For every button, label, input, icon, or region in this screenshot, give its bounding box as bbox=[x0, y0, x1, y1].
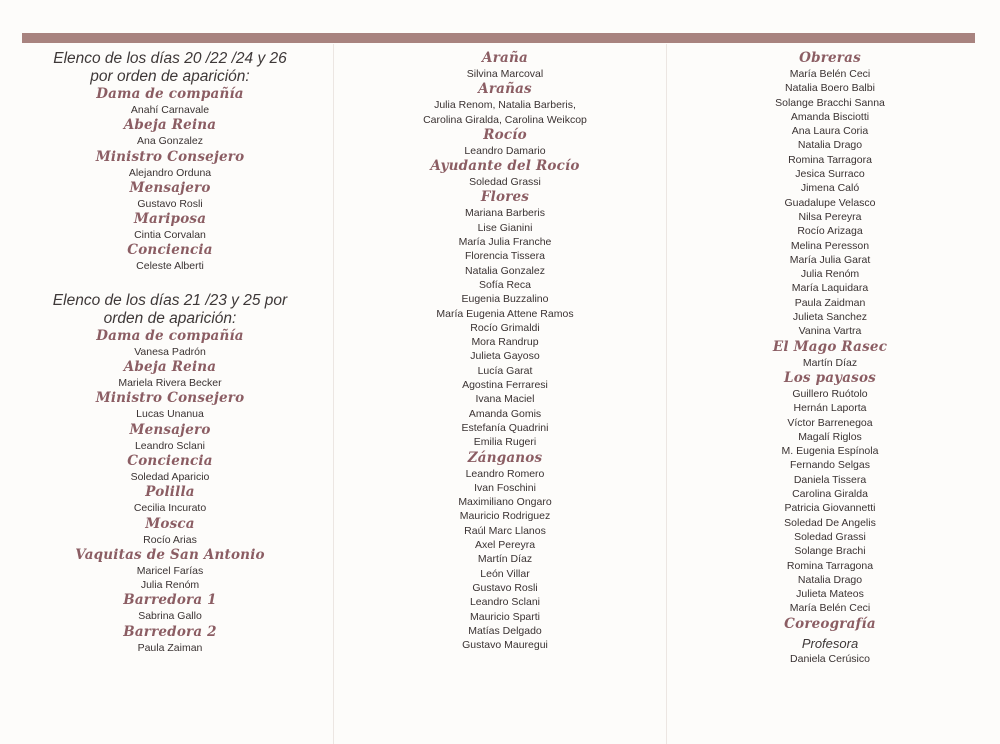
cast-member-name: Leandro Romero bbox=[465, 467, 545, 480]
cast-member-name: Florencia Tissera bbox=[465, 250, 545, 263]
cast-member-name: León Villar bbox=[480, 567, 530, 580]
cast-member-name: María Belén Ceci bbox=[789, 602, 871, 615]
role-title: Barredora 1 bbox=[123, 592, 217, 609]
cast-member-name: Julia Renom, Natalia Barberis, bbox=[434, 99, 576, 112]
cast-list-2 bbox=[45, 328, 295, 655]
role-title: Mensajero bbox=[129, 179, 211, 196]
cast-member-name: Leandro Damario bbox=[464, 144, 546, 157]
cast-member-name: Daniela Tissera bbox=[793, 473, 867, 486]
cast-member-name: Cecilia Incurato bbox=[133, 502, 207, 515]
cast-member-name: Julieta Mateos bbox=[796, 588, 864, 601]
cast-member-name: Gustavo Rosli bbox=[137, 197, 203, 210]
cast-member-name: Rocío Grimaldi bbox=[470, 321, 540, 334]
fold-line-right bbox=[666, 44, 667, 744]
cast-member-name: Paula Zaiman bbox=[137, 641, 203, 654]
cast-member-name: Mora Randrup bbox=[471, 336, 539, 349]
cast-member-name: Amanda Gomis bbox=[468, 407, 542, 420]
cast-member-name: Sabrina Gallo bbox=[138, 610, 202, 623]
cast-member-name: Hernán Laporta bbox=[793, 402, 867, 415]
cast-member-name: Anahí Carnavale bbox=[130, 104, 210, 116]
column-left bbox=[45, 50, 295, 655]
role-title: Coreografía bbox=[784, 615, 876, 632]
column-middle bbox=[385, 50, 625, 652]
role-title: El Mago Rasec bbox=[772, 338, 888, 355]
role-title: Abeja Reina bbox=[123, 359, 217, 376]
cast-member-name: Eugenia Buzzalino bbox=[461, 293, 549, 306]
cast-member-name: Daniela Cerúsico bbox=[790, 652, 870, 665]
cast-member-name: Natalia Drago bbox=[797, 573, 863, 586]
cast-header-2: Elenco de los días 21 /23 y 25 por orden de aparición: bbox=[52, 291, 288, 327]
cast-member-name: Rocío Arias bbox=[143, 533, 197, 546]
cast-member-name: Rocío Arizaga bbox=[797, 225, 863, 238]
cast-member-name: Solange Brachi bbox=[794, 545, 866, 558]
cast-member-name: Julia Renóm bbox=[800, 268, 860, 281]
role-title: Mosca bbox=[145, 515, 195, 532]
role-title: Los payasos bbox=[784, 369, 876, 386]
role-title: Ministro Consejero bbox=[95, 148, 245, 165]
cast-member-name: Solange Bracchi Sanna bbox=[775, 96, 885, 109]
cast-member-name: Maricel Farías bbox=[136, 564, 204, 577]
role-title: Flores bbox=[480, 189, 530, 206]
cast-member-name: Gustavo Rosli bbox=[472, 581, 538, 594]
cast-member-name: Alejandro Orduna bbox=[128, 166, 212, 179]
cast-member-name: Natalia Drago bbox=[797, 139, 863, 152]
cast-member-name: Julieta Sanchez bbox=[792, 311, 868, 324]
cast-member-name: Guillero Ruótolo bbox=[792, 387, 868, 400]
cast-member-name: Vanesa Padrón bbox=[134, 345, 206, 358]
cast-member-name: Mauricio Sparti bbox=[469, 610, 541, 623]
role-title: Ayudante del Rocío bbox=[430, 158, 580, 175]
role-title: Dama de compañía bbox=[96, 327, 244, 344]
cast-member-name: Julia Renóm bbox=[140, 579, 200, 592]
cast-member-name: Romina Tarragora bbox=[788, 153, 872, 166]
cast-member-name: María Eugenia Attene Ramos bbox=[436, 307, 574, 320]
cast-member-name: Soledad Grassi bbox=[794, 530, 866, 543]
cast-member-name: María Belén Ceci bbox=[789, 68, 871, 80]
cast-header-1: Elenco de los días 20 /22 /24 y 26 por orden de aparición: bbox=[53, 50, 287, 85]
fold-line-left bbox=[333, 44, 334, 744]
cast-member-name: Carolina Giralda bbox=[792, 488, 868, 501]
role-title: Polilla bbox=[145, 484, 195, 501]
cast-member-name: Jimena Caló bbox=[800, 182, 860, 195]
role-title: Conciencia bbox=[127, 452, 213, 469]
cast-member-name: Maximiliano Ongaro bbox=[458, 496, 552, 509]
cast-member-name: Martín Díaz bbox=[477, 553, 533, 566]
role-title: Vaquitas de San Antonio bbox=[75, 546, 265, 563]
cast-member-name: Axel Pereyra bbox=[474, 539, 536, 552]
role-title: Mensajero bbox=[129, 421, 211, 438]
spacer bbox=[45, 274, 295, 292]
cast-member-name: Celeste Alberti bbox=[136, 260, 204, 273]
cast-member-name: Gustavo Mauregui bbox=[462, 639, 548, 652]
cast-member-name: Natalia Boero Balbi bbox=[785, 82, 875, 95]
role-subtitle: Profesora bbox=[801, 635, 859, 651]
role-title: Rocío bbox=[483, 126, 527, 143]
cast-member-name: Lucía Garat bbox=[477, 364, 533, 377]
cast-member-name: Melina Peresson bbox=[790, 239, 870, 252]
role-title: Abeja Reina bbox=[123, 117, 217, 134]
cast-member-name: Lise Gianini bbox=[477, 221, 533, 234]
cast-member-name: Lucas Unanua bbox=[136, 408, 204, 421]
role-title: Ministro Consejero bbox=[95, 390, 245, 407]
cast-member-name: Sofía Reca bbox=[479, 278, 531, 291]
cast-member-name: Paula Zaidman bbox=[794, 296, 866, 309]
cast-member-name: Ivan Foschini bbox=[474, 481, 536, 494]
cast-member-name: Matías Delgado bbox=[468, 624, 542, 637]
role-title: Arañas bbox=[478, 81, 532, 98]
cast-member-name: Martín Díaz bbox=[802, 356, 858, 369]
role-title: Araña bbox=[482, 50, 528, 66]
cast-member-name: Soledad De Angelis bbox=[784, 516, 876, 529]
cast-member-name: Vanina Vartra bbox=[798, 325, 862, 338]
cast-member-name: Guadalupe Velasco bbox=[784, 196, 876, 209]
cast-member-name: Soledad Grassi bbox=[469, 176, 541, 189]
role-title: Zánganos bbox=[467, 449, 543, 466]
cast-member-name: Leandro Sclani bbox=[469, 596, 541, 609]
cast-member-name: Patricia Giovannetti bbox=[784, 502, 876, 515]
column-right bbox=[745, 50, 915, 666]
role-title: Obreras bbox=[799, 50, 861, 66]
cast-member-name: Fernando Selgas bbox=[790, 459, 870, 472]
top-decorative-bar bbox=[22, 33, 975, 43]
cast-member-name: Leandro Sclani bbox=[134, 439, 206, 452]
cast-member-name: María Julia Garat bbox=[789, 253, 871, 266]
role-title: Mariposa bbox=[133, 211, 207, 228]
cast-member-name: Mariana Barberis bbox=[465, 207, 545, 220]
cast-member-name: Magalí Riglos bbox=[798, 430, 862, 443]
cast-list-1 bbox=[45, 86, 295, 274]
cast-list-right bbox=[745, 50, 915, 616]
cast-member-name: Carolina Giralda, Carolina Weikcop bbox=[423, 113, 587, 126]
cast-member-name: Romina Tarragona bbox=[786, 559, 874, 572]
cast-member-name: Julieta Gayoso bbox=[470, 350, 540, 363]
cast-member-name: María Julia Franche bbox=[458, 236, 552, 249]
cast-member-name: Ivana Maciel bbox=[475, 393, 535, 406]
role-title: Dama de compañía bbox=[96, 86, 244, 102]
cast-member-name: Amanda Bisciotti bbox=[790, 110, 870, 123]
role-title: Barredora 2 bbox=[123, 623, 217, 640]
role-title: Conciencia bbox=[127, 242, 213, 259]
cast-member-name: Silvina Marcoval bbox=[466, 68, 544, 80]
cast-member-name: Ana Laura Coria bbox=[791, 125, 869, 138]
cast-member-name: Natalia Gonzalez bbox=[465, 264, 545, 277]
cast-member-name: Nilsa Pereyra bbox=[798, 210, 862, 223]
cast-member-name: Cintia Corvalan bbox=[134, 229, 206, 242]
cast-list-middle bbox=[385, 50, 625, 652]
cast-member-name: Mariela Rivera Becker bbox=[118, 377, 222, 390]
cast-member-name: María Laquidara bbox=[791, 282, 869, 295]
cast-member-name: Estefanía Quadrini bbox=[461, 421, 549, 434]
cast-member-name: Soledad Aparicio bbox=[130, 470, 210, 483]
cast-member-name: Víctor Barrenegoa bbox=[787, 416, 873, 429]
cast-member-name: Agostina Ferraresi bbox=[462, 379, 548, 392]
cast-member-name: Mauricio Rodriguez bbox=[459, 510, 551, 523]
cast-member-name: Emilia Rugeri bbox=[473, 436, 537, 449]
cast-member-name: Raúl Marc Llanos bbox=[464, 524, 546, 537]
cast-member-name: Ana Gonzalez bbox=[137, 135, 203, 148]
cast-member-name: M. Eugenia Espínola bbox=[781, 445, 879, 458]
cast-member-name: Jesica Surraco bbox=[795, 168, 865, 181]
